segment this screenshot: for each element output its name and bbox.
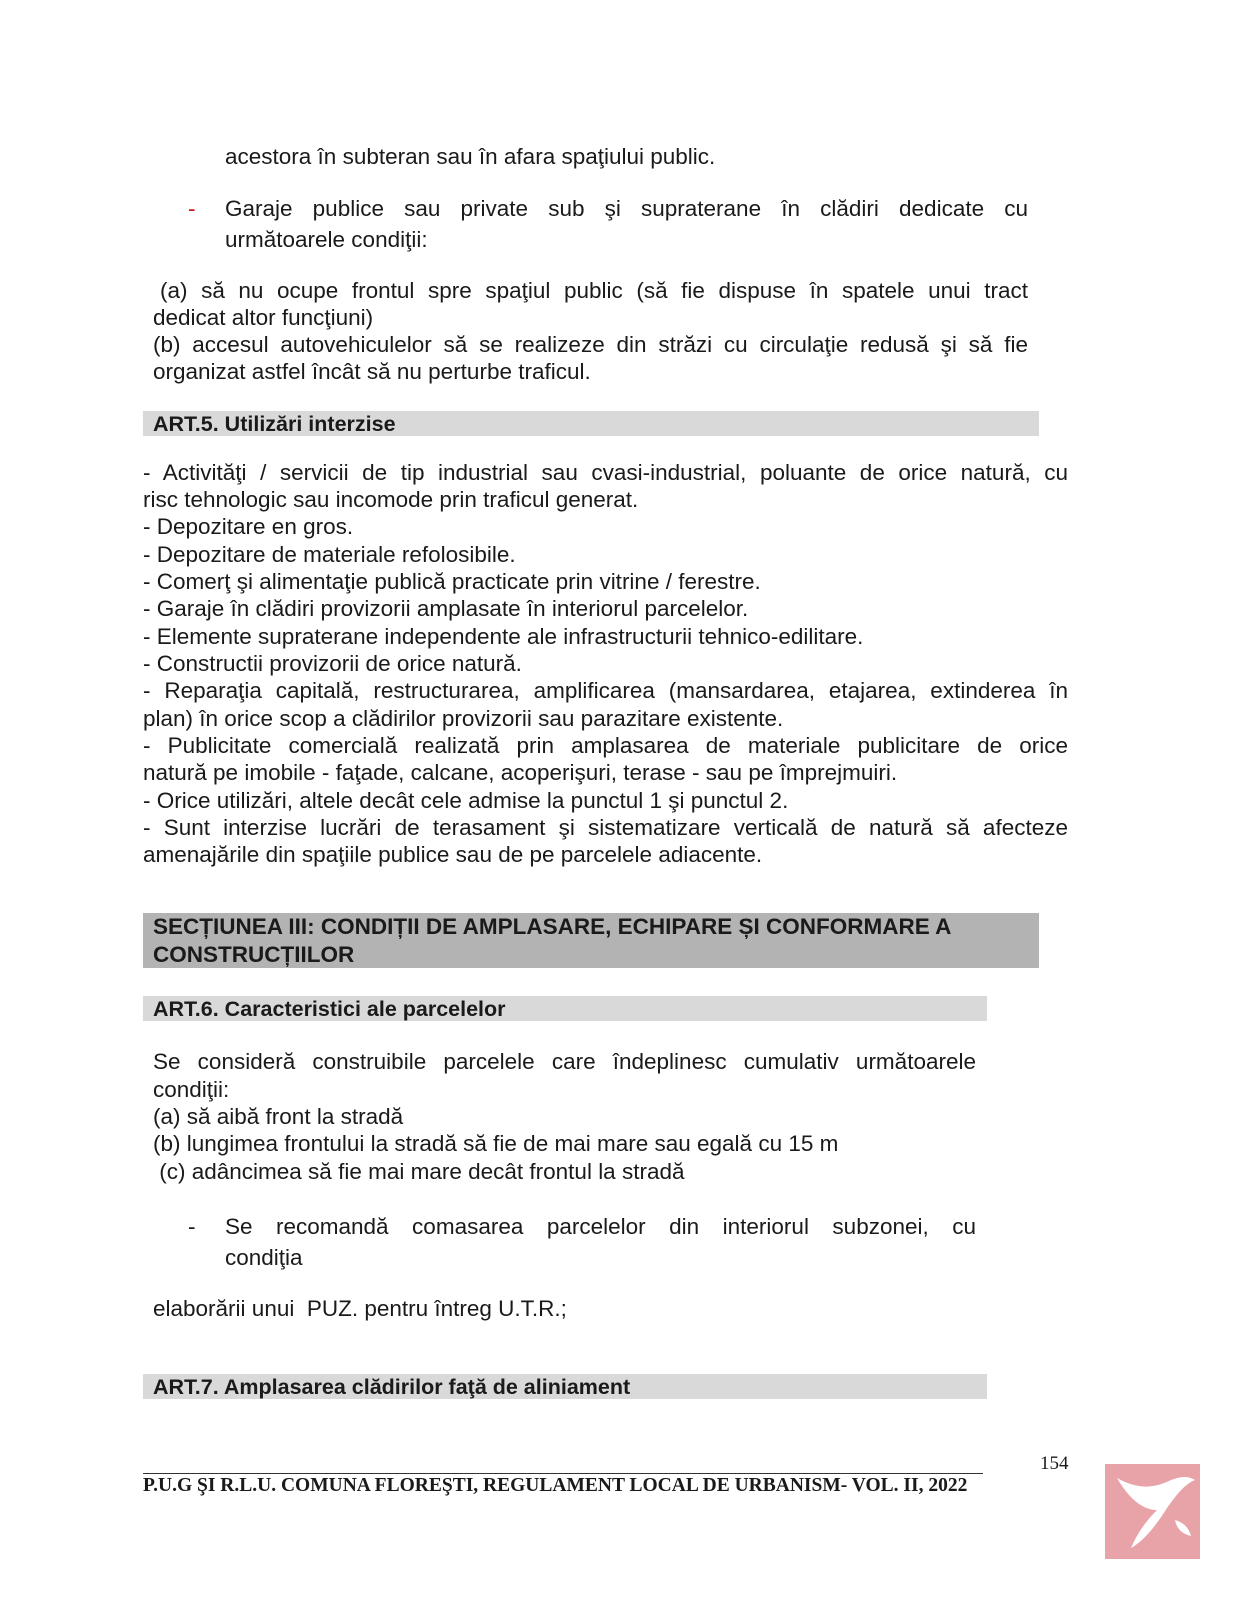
art5-line: plan) în orice scop a clădirilor provizorii sau parazitare existente. — [143, 706, 784, 731]
art5-line: - Depozitare de materiale refolosibile. — [143, 542, 516, 567]
art6-line: (c) adâncimea să fie mai mare decât frontul la stradă — [153, 1159, 685, 1184]
condition-b-line1: (b) accesul autovehiculelor să se realizeze din străzi cu circulaţie redusă şi să fie — [153, 332, 1028, 357]
art6-line: (b) lungimea frontului la stradă să fie de mai mare sau egală cu 15 m — [153, 1131, 839, 1156]
footer-text: P.U.G ŞI R.L.U. COMUNA FLOREŞTI, REGULAMENT LOCAL DE URBANISM- VOL. II, 2022 — [143, 1475, 968, 1496]
art5-heading: ART.5. Utilizări interzise — [153, 412, 396, 436]
condition-a-line1: (a) să nu ocupe frontul spre spaţiul public (să fie dispuse în spatele unui tract — [160, 278, 1028, 303]
garage-item-line2: următoarele condiţii: — [225, 227, 428, 252]
continuation-text: acestora în subteran sau în afara spaţiului public. — [225, 144, 716, 169]
condition-b-line2: organizat astfel încât să nu perturbe traficul. — [153, 359, 591, 384]
section3-heading-line2: CONSTRUCȚIILOR — [153, 942, 355, 967]
art6-line: condiţii: — [153, 1077, 230, 1102]
art7-heading: ART.7. Amplasarea clădirilor faţă de aliniament — [153, 1375, 631, 1399]
condition-a-line2: dedicat altor funcţiuni) — [153, 305, 374, 330]
art5-line: - Garaje în clădiri provizorii amplasate în interiorul parcelelor. — [143, 596, 749, 621]
art5-line: amenajările din spaţiile publice sau de pe parcelele adiacente. — [143, 842, 763, 867]
art5-line: - Activităţi / servicii de tip industrial sau cvasi-industrial, poluante de orice natură, cu — [143, 460, 1068, 485]
bullet-dash: - — [188, 1214, 196, 1239]
art5-line: - Constructii provizorii de orice natură. — [143, 651, 522, 676]
footer-rule — [143, 1473, 983, 1474]
recommend-line1: Se recomandă comasarea parcelelor din interiorul subzonei, cu — [225, 1214, 976, 1239]
art5-line: - Depozitare en gros. — [143, 514, 354, 539]
section3-heading-line1: SECȚIUNEA III: CONDIȚII DE AMPLASARE, ECHIPARE ȘI CONFORMARE A — [153, 914, 952, 939]
page-number: 154 — [1040, 1453, 1069, 1474]
art6-line: Se consideră construibile parcelele care îndeplinesc cumulativ următoarele — [153, 1049, 976, 1074]
art5-line: - Publicitate comercială realizată prin amplasarea de materiale publicitare de orice — [143, 733, 1068, 758]
bird-logo-icon — [1105, 1464, 1200, 1559]
art6-line: (a) să aibă front la stradă — [153, 1104, 404, 1129]
art6-heading: ART.6. Caracteristici ale parcelelor — [153, 997, 506, 1021]
art5-line: - Sunt interzise lucrări de terasament şi sistematizare verticală de natură să afecteze — [143, 815, 1068, 840]
garage-item-line1: Garaje publice sau private sub şi supraterane în clădiri dedicate cu — [225, 196, 1028, 221]
art5-line: - Elemente supraterane independente ale infrastructurii tehnico-edilitare. — [143, 624, 864, 649]
art5-line: - Orice utilizări, altele decât cele admise la punctul 1 şi punctul 2. — [143, 788, 789, 813]
art5-line: - Comerţ şi alimentaţie publică practicate prin vitrine / ferestre. — [143, 569, 761, 594]
bullet-dash: - — [188, 196, 196, 221]
recommend-line2: condiţia — [225, 1245, 303, 1270]
art5-line: risc tehnologic sau incomode prin traficul generat. — [143, 487, 639, 512]
art6-trailing: elaborării unui PUZ. pentru întreg U.T.R.; — [153, 1296, 567, 1321]
art5-line: natură pe imobile - faţade, calcane, acoperişuri, terase - sau pe împrejmuiri. — [143, 760, 898, 785]
art5-line: - Reparaţia capitală, restructurarea, amplificarea (mansardarea, etajarea, extinderea în — [143, 678, 1068, 703]
